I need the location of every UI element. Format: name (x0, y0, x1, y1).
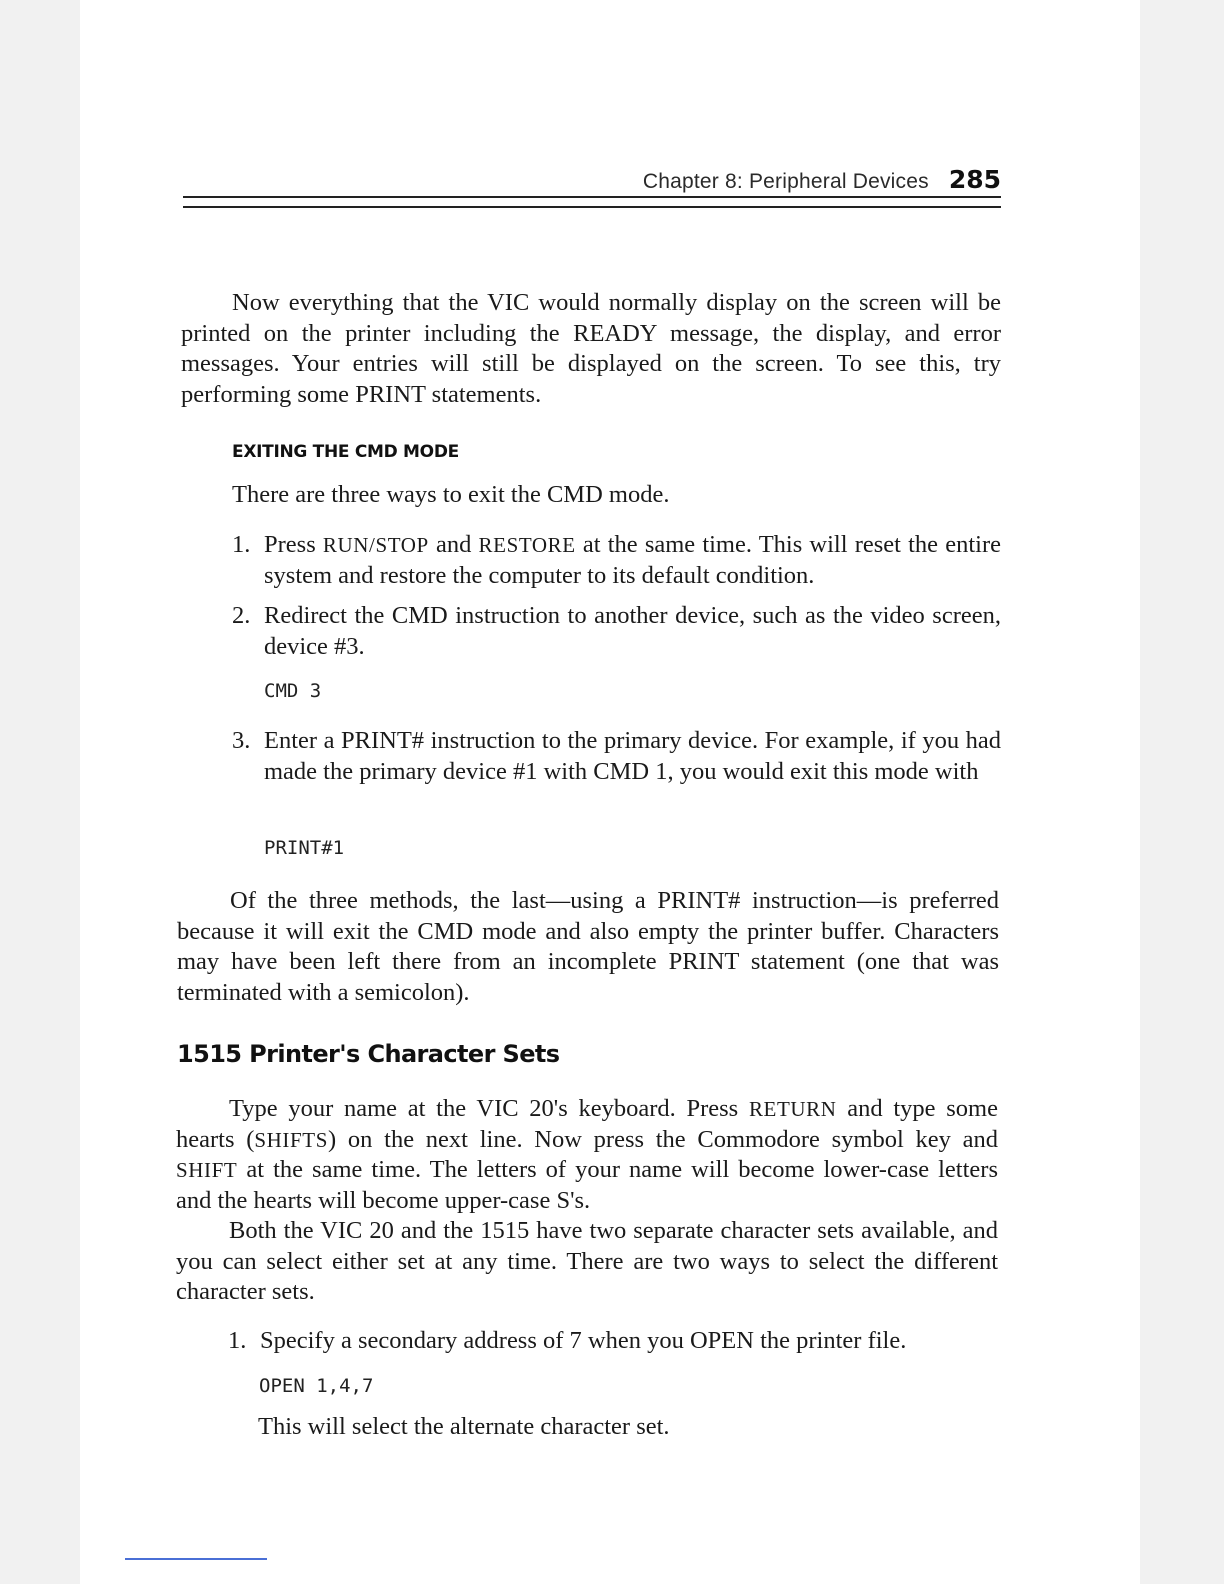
header-rule-bottom (183, 206, 1001, 208)
paragraph-character-sets: Both the VIC 20 and the 1515 have two separate character sets available, and you can select either set at any time. There are two ways to select the different character sets. (176, 1217, 998, 1305)
key-name: SHIFT (176, 1158, 238, 1182)
text-run: CMD (391, 602, 448, 629)
running-header (183, 160, 1001, 194)
list-number: 1. (228, 1327, 247, 1354)
paragraph-type-name (176, 1094, 998, 1216)
bottom-accent-line (125, 1558, 267, 1560)
paragraph-preferred-method (177, 886, 999, 1008)
text-run: PRINT# (341, 727, 425, 754)
text-run: and (428, 531, 479, 558)
text-run: at the same time. This will reset the entire system and restore the computer to its default condition. (264, 531, 1001, 589)
right-margin-shade (1140, 0, 1224, 1584)
text-run: instruction to the primary device. For example, if you had made the primary device #1 with (264, 727, 1001, 785)
key-name: SHIFTS (254, 1127, 329, 1152)
key-name: RUN/STOP (322, 533, 429, 557)
list-number: 2. (232, 602, 251, 629)
text-run: ) on the next line. Now press the Commodore symbol key and (328, 1125, 998, 1153)
code-cmd-3: CMD 3 (264, 680, 322, 702)
text-run: , you would exit this mode with (667, 757, 979, 785)
text-run: Of the three methods, the last—using a (230, 887, 658, 914)
page-number: 285 (948, 165, 1001, 194)
chapter-title: Chapter 8: Peripheral Devices (642, 170, 929, 193)
text-run: PRINT (668, 948, 739, 975)
text-run: CMD (417, 917, 474, 945)
subheading-exiting-cmd: EXITING THE CMD MODE (232, 442, 459, 462)
list-number: 1. (232, 531, 251, 558)
list-item-text (264, 530, 1001, 591)
text-run: Enter a (264, 727, 341, 754)
code-print-1: PRINT#1 (264, 837, 345, 859)
text-run: PRINT (355, 380, 426, 408)
left-margin-shade (0, 0, 80, 1584)
paragraph-cmd-output (181, 288, 1001, 410)
text-run: Redirect the (264, 602, 392, 629)
text-run: OPEN (689, 1327, 754, 1354)
list-item-text (260, 1326, 998, 1357)
text-run: statement (one that was terminated with a semicolon). (177, 948, 999, 1006)
paragraph-alternate-set: This will select the alternate character set. (258, 1413, 670, 1440)
text-run: instruction to another device, such as the video screen, device #3. (264, 602, 1001, 660)
list-number: 3. (232, 727, 251, 754)
list-item-text (264, 601, 1001, 662)
section-heading: 1515 Printer's Character Sets (177, 1040, 560, 1068)
text-run: PRINT# (657, 887, 741, 914)
header-rule-top (183, 196, 1001, 198)
text-run: statements. (425, 380, 542, 408)
key-name: RESTORE (478, 533, 576, 557)
paragraph-three-ways: There are three ways to exit the CMD mode. (232, 481, 670, 508)
text-run: READY (573, 319, 657, 347)
text-run: and type some hearts ( (176, 1095, 998, 1153)
text-run: instruction—is preferred because it will exit the (177, 887, 999, 945)
text-run: message, the display, and error messages. Your entries will still be displayed on the screen. To see this, try performing some (181, 319, 1002, 408)
code-open: OPEN 1,4,7 (259, 1375, 374, 1397)
text-run: Specify a secondary address of 7 when you (260, 1327, 690, 1354)
key-name: RETURN (748, 1097, 837, 1121)
text-run: the printer file. (753, 1327, 907, 1354)
text-run: CMD 1 (593, 757, 668, 785)
list-item-text (264, 726, 1001, 787)
text-run: Now everything that the VIC would normally display on the screen will be printed on the printer including the (181, 289, 1001, 347)
text-run: mode and also empty the printer buffer. Characters may have been left there from an incomplete (177, 917, 999, 975)
text-run: Press (264, 531, 323, 558)
text-run: Type your name at the VIC 20's keyboard. Press (229, 1095, 749, 1122)
text-run: at the same time. The letters of your name will become lower-case letters and the hearts will become upper-case S's. (176, 1156, 998, 1214)
